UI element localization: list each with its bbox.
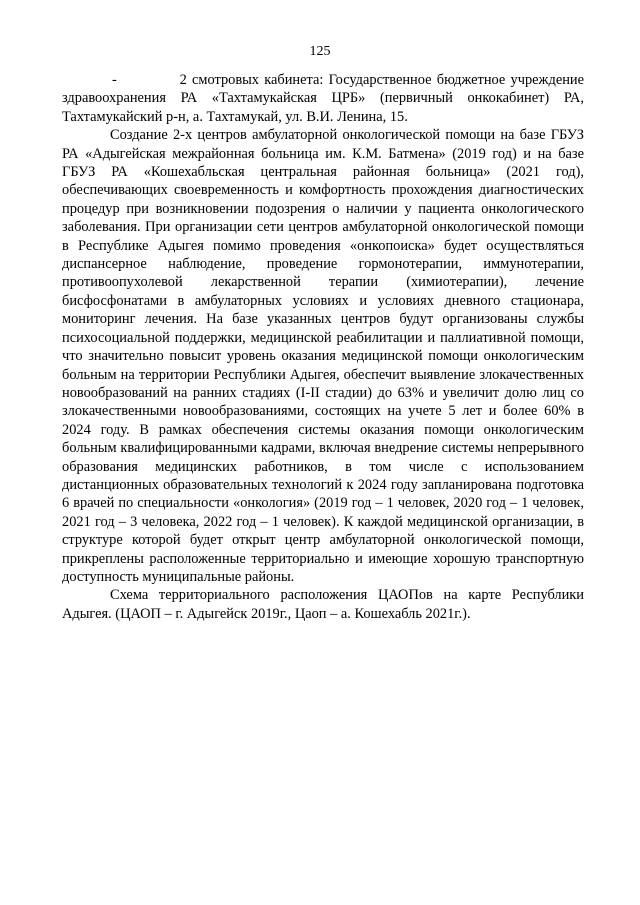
paragraph-exam-rooms: - 2 смотровых кабинета: Государственное бюджетное учреждение здравоохранения РА «Тахтамукайская ЦРБ» (первичный онкокабинет) РА, Тахтамукайский р-н, а. Тахтамукай, ул. В.И. Ленина, 15. bbox=[62, 72, 584, 125]
page-number: 125 bbox=[309, 44, 331, 59]
paragraph-map-scheme: Схема территориального расположения ЦАОПов на карте Республики Адыгея. (ЦАОП – г. Адыгейск 2019г., Цаоп – а. Кошехабль 2021г.). bbox=[62, 587, 584, 622]
paragraph-oncology-centers: Создание 2-х центров амбулаторной онкологической помощи на базе ГБУЗ РА «Адыгейская межрайонная больница им. К.М. Батмена» (2019 год) и на базе ГБУЗ РА «Кошехабльская центральная районная больница» (2021 год), обеспечивающих своевременность и комфортность прохождения диагностических процедур при возникновении подозрения о наличии у пациента онкологического заболевания. При организации сети центров амбулаторной онкологической помощи в Республике Адыгея помимо проведения «онкопоиска» будет осуществляться диспансерное наблюдение, проведение гормонотерапии, иммунотерапии, противоопухолевой лекарственной терапии (химиотерапии), лечение бисфосфонатами в амбулаторных условиях и условиях дневного стационара, мониторинг лечения. На базе указанных центров будут организованы службы психосоциальной поддержки, медицинской реабилитации и паллиативной помощи, что значительно повысит уровень оказания медицинской помощи онкологическим больным на территории Республики Адыгея, обеспечит выявление злокачественных новообразований на ранних стадиях (I-II стадии) до 63% и увеличит долю лиц со злокачественными новообразованиями, состоящих на учете 5 лет и более 60% в 2024 году. В рамках обеспечения системы оказания помощи онкологическим больным квалифицированными кадрами, включая внедрение системы непрерывного образования медицинских работников, в том числе с использованием дистанционных образовательных технологий к 2024 году запланирована подготовка 6 врачей по специальности «онкология» (2019 год – 1 человек, 2020 год – 1 человек, 2021 год – 3 человека, 2022 год – 1 человек). К каждой медицинской организации, в структуре которой будет открыт центр амбулаторной онкологической помощи, прикреплены расположенные территориально и имеющие хорошую транспортную доступность муниципальные районы. bbox=[62, 127, 584, 585]
document-body bbox=[62, 71, 584, 623]
